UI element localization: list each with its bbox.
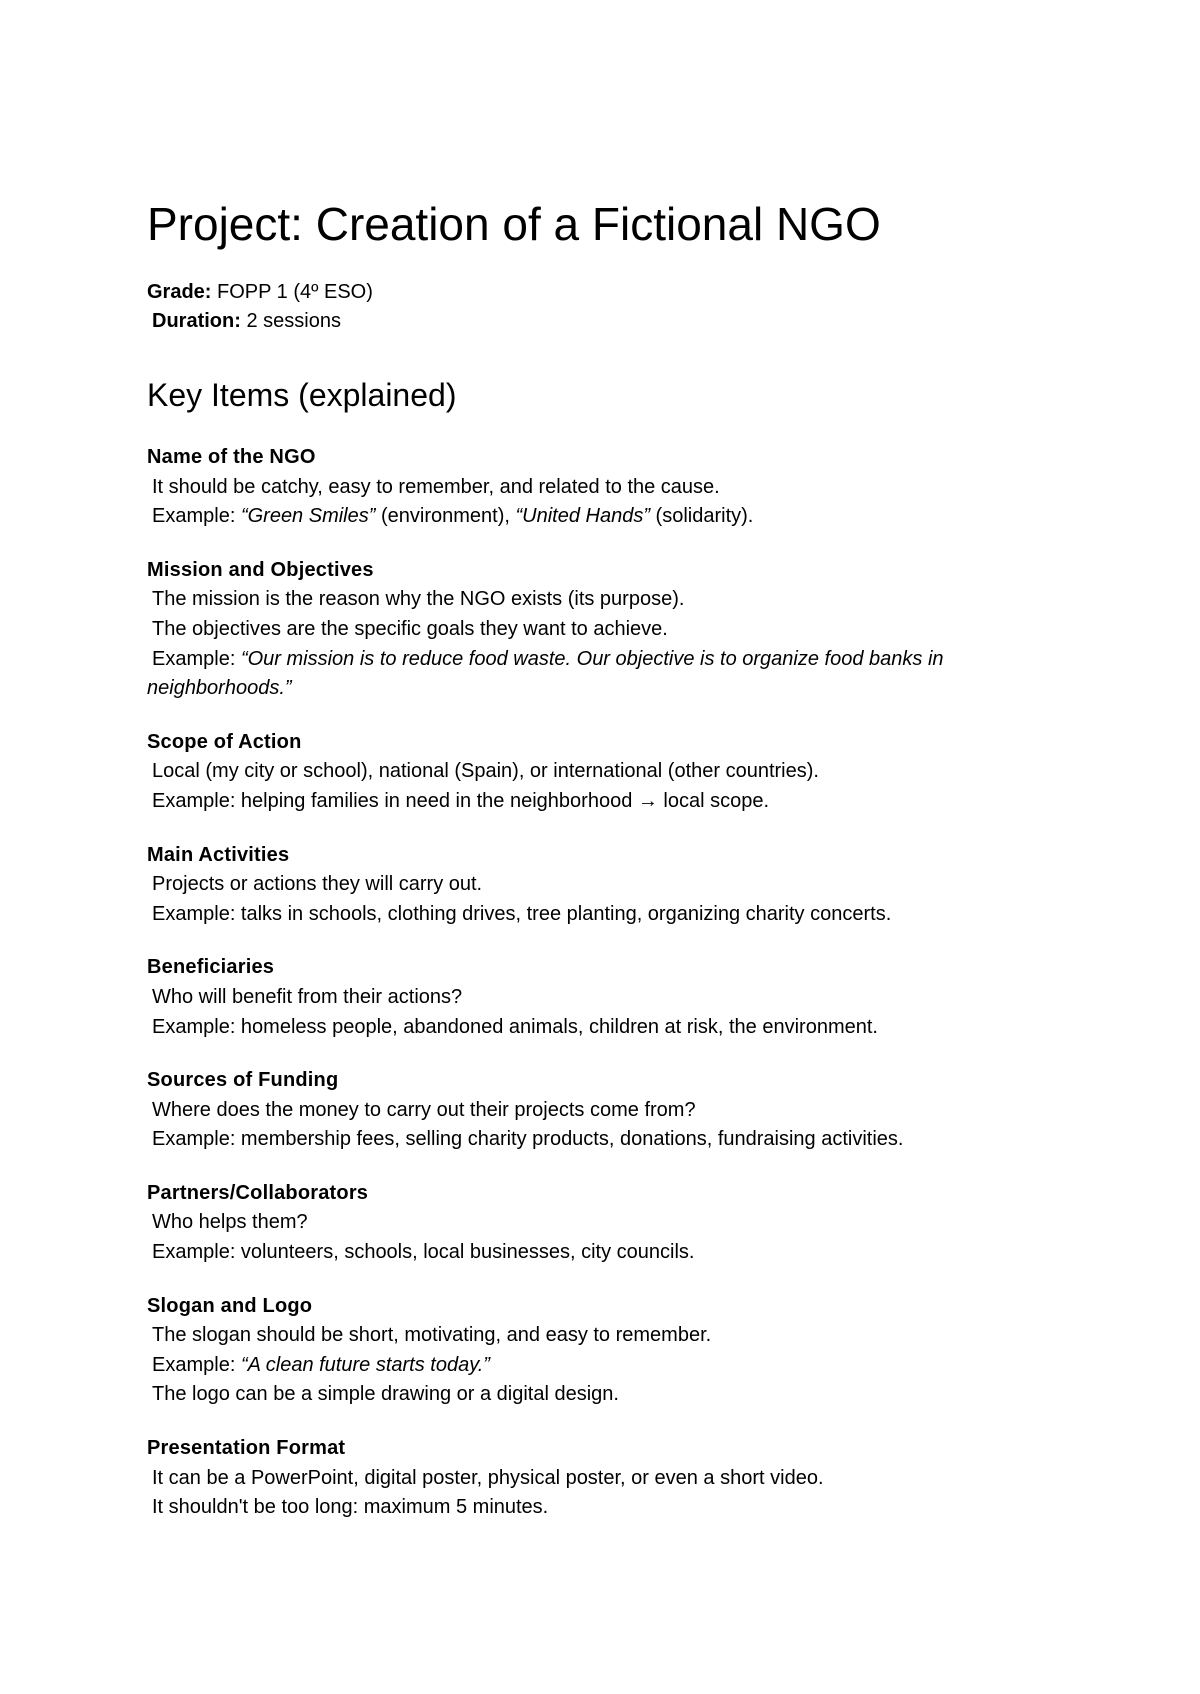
example-text: (environment), [375, 505, 516, 528]
grade-value: FOPP 1 (4º ESO) [211, 281, 373, 303]
example-quote: “A clean future starts today.” [240, 1353, 490, 1376]
item-title: Name of the NGO [147, 446, 316, 468]
item-title: Main Activities [147, 843, 290, 866]
item-text: The slogan should be short, motivating, and easy to remember. [152, 1324, 712, 1347]
page-title: Project: Creation of a Fictional NGO [147, 198, 881, 250]
example-prefix: Example: [152, 1353, 241, 1376]
item-slogan-and-logo [147, 1292, 1067, 1410]
example-prefix: Example: [152, 505, 241, 528]
item-scope-of-action [147, 728, 1067, 817]
item-title: Mission and Objectives [147, 558, 374, 581]
item-title: Sources of Funding [147, 1069, 339, 1092]
grade-label: Grade: [147, 281, 212, 303]
item-text: Who helps them? [152, 1211, 308, 1234]
item-name-of-ngo [147, 443, 1067, 532]
example-quote: “Our mission is to reduce food waste. Our objective is to organize food banks in neighborhoods.” [147, 647, 944, 700]
item-example [147, 645, 1067, 704]
item-sources-of-funding [147, 1066, 1067, 1155]
item-title: Presentation Format [147, 1437, 346, 1460]
item-presentation-format [147, 1434, 1067, 1523]
item-example [147, 1351, 1067, 1381]
item-title: Scope of Action [147, 730, 302, 753]
item-title: Partners/Collaborators [147, 1181, 369, 1204]
example-quote: “Green Smiles” [240, 505, 376, 528]
item-text: The mission is the reason why the NGO exists (its purpose). [152, 588, 685, 611]
item-title: Slogan and Logo [147, 1294, 313, 1317]
item-text: The logo can be a simple drawing or a digital design. [152, 1383, 619, 1406]
item-example: Example: membership fees, selling charity products, donations, fundraising activities. [152, 1128, 904, 1151]
item-main-activities [147, 841, 1067, 930]
example-quote: “United Hands” [515, 505, 650, 528]
item-example: Example: volunteers, schools, local businesses, city councils. [152, 1241, 695, 1264]
item-text: Local (my city or school), national (Spain), or international (other countries). [152, 760, 819, 783]
item-text: It can be a PowerPoint, digital poster, physical poster, or even a short video. [152, 1466, 824, 1489]
example-text: (solidarity). [650, 505, 754, 528]
duration-line [147, 307, 373, 336]
item-partners-collaborators [147, 1179, 1067, 1268]
example-prefix: Example: [152, 647, 241, 670]
item-example: Example: talks in schools, clothing drives, tree planting, organizing charity concerts. [152, 902, 892, 925]
duration-value: 2 sessions [240, 310, 341, 332]
item-beneficiaries [147, 953, 1067, 1042]
key-items-list [147, 443, 1067, 1547]
item-text: It shouldn't be too long: maximum 5 minutes. [152, 1496, 549, 1519]
item-text: It should be catchy, easy to remember, and related to the cause. [152, 475, 720, 498]
item-example: Example: helping families in need in the neighborhood → local scope. [152, 789, 770, 812]
item-example [147, 502, 1067, 532]
item-mission-objectives [147, 556, 1067, 704]
duration-label: Duration: [152, 310, 241, 332]
item-example: Example: homeless people, abandoned animals, children at risk, the environment. [152, 1015, 878, 1038]
item-title: Beneficiaries [147, 956, 275, 979]
item-text: The objectives are the specific goals they want to achieve. [152, 617, 668, 640]
item-text: Where does the money to carry out their projects come from? [152, 1098, 696, 1121]
document-meta [147, 278, 373, 336]
item-text: Who will benefit from their actions? [152, 985, 463, 1008]
grade-line [147, 278, 373, 307]
section-heading: Key Items (explained) [147, 377, 457, 413]
item-text: Projects or actions they will carry out. [152, 873, 483, 896]
